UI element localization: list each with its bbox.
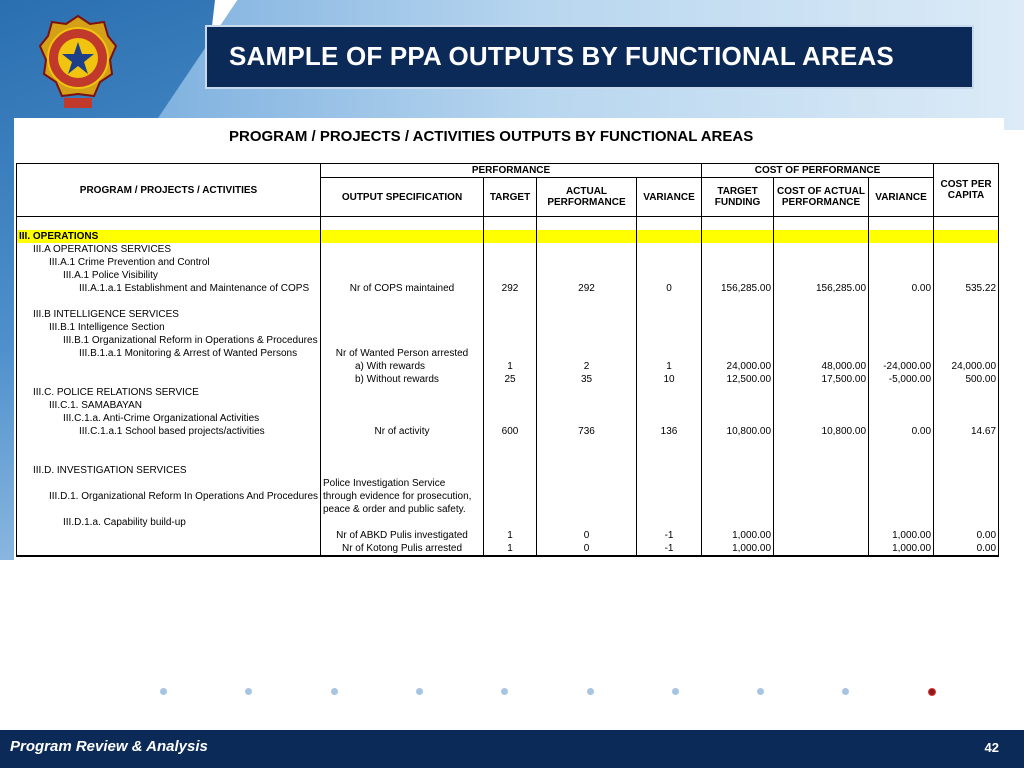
table-row [17,308,999,321]
target-cell [484,243,537,256]
cost-variance-cell: 0.00 [869,282,934,295]
cost-actual-cell: 48,000.00 [774,360,869,373]
variance-cell [637,269,702,282]
header-output-specification: OUTPUT SPECIFICATION [321,178,484,217]
target-cell [484,256,537,269]
cost-per-capita-cell [934,464,999,477]
table-row [17,477,999,516]
actual-cell: 0 [537,542,637,556]
cost-per-capita-cell [934,477,999,516]
cost-actual-cell [774,334,869,347]
cost-variance-cell [869,386,934,399]
ppa-cell [17,542,321,556]
actual-cell [537,399,637,412]
target-funding-cell [702,399,774,412]
output-spec-cell [321,217,484,231]
cost-per-capita-cell: 0.00 [934,542,999,556]
actual-cell [537,464,637,477]
target-funding-cell [702,412,774,425]
cost-actual-cell [774,542,869,556]
target-cell: 600 [484,425,537,438]
cost-variance-cell: -24,000.00 [869,360,934,373]
table-row [17,399,999,412]
output-spec-cell [321,438,484,451]
output-spec-cell: Nr of activity [321,425,484,438]
ppa-cell: III.A.1 Crime Prevention and Control [17,256,321,269]
actual-cell [537,477,637,516]
cost-variance-cell [869,477,934,516]
actual-cell [537,295,637,308]
variance-cell [637,386,702,399]
variance-cell [637,334,702,347]
actual-cell [537,386,637,399]
variance-cell [637,295,702,308]
table-row [17,386,999,399]
target-cell: 1 [484,542,537,556]
table-row [17,334,999,347]
cost-actual-cell [774,412,869,425]
table-row [17,321,999,334]
cost-per-capita-cell [934,308,999,321]
target-funding-cell [702,269,774,282]
cost-actual-cell [774,386,869,399]
variance-cell: -1 [637,529,702,542]
target-funding-cell [702,477,774,516]
target-cell [484,295,537,308]
target-funding-cell [702,295,774,308]
cost-variance-cell: 1,000.00 [869,542,934,556]
ppa-cell: III.C.1. SAMABAYAN [17,399,321,412]
target-cell [484,451,537,464]
cost-actual-cell [774,399,869,412]
cost-actual-cell [774,256,869,269]
variance-cell: -1 [637,542,702,556]
output-spec-cell [321,321,484,334]
cost-actual-cell [774,438,869,451]
ppa-cell [17,217,321,231]
cost-per-capita-cell [934,347,999,360]
actual-cell [537,347,637,360]
output-spec-cell: a) With rewards [321,360,484,373]
ppa-cell: III.A.1 Police Visibility [17,269,321,282]
actual-cell [537,230,637,243]
actual-cell [537,321,637,334]
target-funding-cell [702,321,774,334]
target-cell [484,399,537,412]
target-funding-cell [702,230,774,243]
ppa-cell [17,438,321,451]
cost-variance-cell [869,308,934,321]
cost-actual-cell [774,347,869,360]
target-cell: 1 [484,360,537,373]
variance-cell [637,230,702,243]
output-spec-cell [321,295,484,308]
output-spec-cell [321,256,484,269]
target-funding-cell [702,334,774,347]
cost-actual-cell: 17,500.00 [774,373,869,386]
cost-actual-cell [774,230,869,243]
cost-actual-cell [774,321,869,334]
target-cell [484,347,537,360]
spreadsheet-image [14,118,1004,594]
table-row [17,542,999,556]
ppa-cell: III.B INTELLIGENCE SERVICES [17,308,321,321]
page-number: 42 [984,740,999,755]
actual-cell [537,269,637,282]
cost-variance-cell [869,438,934,451]
variance-cell: 10 [637,373,702,386]
cost-variance-cell [869,412,934,425]
header-variance-cost: VARIANCE [869,178,934,217]
actual-cell [537,256,637,269]
ppa-cell: III.C.1.a.1 School based projects/activities [17,425,321,438]
table-row [17,451,999,464]
cost-per-capita-cell [934,217,999,231]
cost-actual-cell [774,295,869,308]
actual-cell [537,334,637,347]
ppa-cell [17,451,321,464]
ppa-cell: III. OPERATIONS [17,230,321,243]
slide-title: SAMPLE OF PPA OUTPUTS BY FUNCTIONAL AREAS [229,41,894,71]
cost-variance-cell [869,334,934,347]
ppa-cell: III.C.1.a. Anti-Crime Organizational Activities [17,412,321,425]
cost-per-capita-cell [934,243,999,256]
output-spec-cell [321,516,484,529]
variance-cell [637,438,702,451]
slide-dot[interactable] [842,688,849,695]
output-spec-cell: b) Without rewards [321,373,484,386]
footer-bar [0,730,1024,768]
header-cost-of-actual-performance: COST OF ACTUAL PERFORMANCE [774,178,869,217]
target-funding-cell: 1,000.00 [702,529,774,542]
ppa-cell [17,529,321,542]
variance-cell [637,464,702,477]
sheet-title: PROGRAM / PROJECTS / ACTIVITIES OUTPUTS BY FUNCTIONAL AREAS [229,128,754,145]
target-funding-cell [702,386,774,399]
cost-variance-cell [869,516,934,529]
slide-dot[interactable] [672,688,679,695]
actual-cell: 2 [537,360,637,373]
cost-per-capita-cell [934,256,999,269]
cost-per-capita-cell: 535.22 [934,282,999,295]
variance-cell [637,399,702,412]
table-row [17,282,999,295]
table-row [17,412,999,425]
cost-actual-cell [774,477,869,516]
ppa-cell: III.D.1.a. Capability build-up [17,516,321,529]
cost-actual-cell [774,516,869,529]
cost-actual-cell [774,451,869,464]
target-funding-cell [702,438,774,451]
output-spec-cell [321,412,484,425]
target-cell [484,269,537,282]
table-row [17,347,999,360]
target-cell [484,321,537,334]
target-funding-cell: 10,800.00 [702,425,774,438]
target-cell [484,230,537,243]
cost-actual-cell: 156,285.00 [774,282,869,295]
table-row [17,529,999,542]
actual-cell [537,217,637,231]
output-spec-cell [321,451,484,464]
table-body [17,217,999,557]
actual-cell: 35 [537,373,637,386]
slide-dot[interactable] [245,688,252,695]
output-spec-cell [321,308,484,321]
output-spec-cell [321,230,484,243]
cost-variance-cell: -5,000.00 [869,373,934,386]
target-funding-cell [702,243,774,256]
target-cell [484,438,537,451]
cost-actual-cell [774,529,869,542]
cost-per-capita-cell [934,230,999,243]
variance-cell [637,217,702,231]
variance-cell [637,477,702,516]
cost-per-capita-cell: 0.00 [934,529,999,542]
output-spec-cell [321,243,484,256]
variance-cell: 0 [637,282,702,295]
ppa-cell: III.D.1. Organizational Reform In Operations And Procedures [17,477,321,516]
output-spec-cell: Nr of COPS maintained [321,282,484,295]
cost-variance-cell [869,321,934,334]
target-funding-cell [702,516,774,529]
actual-cell [537,451,637,464]
target-funding-cell: 1,000.00 [702,542,774,556]
target-cell [484,386,537,399]
cost-variance-cell [869,269,934,282]
output-spec-cell [321,334,484,347]
output-spec-cell: Nr of Kotong Pulis arrested [321,542,484,556]
variance-cell: 1 [637,360,702,373]
cost-variance-cell [869,464,934,477]
table-row [17,425,999,438]
ppa-cell: III.B.1.a.1 Monitoring & Arrest of Wanted Persons [17,347,321,360]
cost-per-capita-cell [934,412,999,425]
output-spec-cell: Police Investigation Service through evidence for prosecution, peace & order and public safety. [321,477,484,516]
cost-actual-cell: 10,800.00 [774,425,869,438]
cost-per-capita-cell [934,399,999,412]
variance-cell [637,321,702,334]
cost-variance-cell [869,347,934,360]
cost-per-capita-cell [934,321,999,334]
target-cell [484,464,537,477]
table-row [17,295,999,308]
actual-cell [537,243,637,256]
ppa-cell: III.B.1 Organizational Reform in Operations & Procedures [17,334,321,347]
target-cell [484,334,537,347]
slide-dot[interactable] [416,688,423,695]
table-row [17,230,999,243]
pnp-logo [38,14,118,114]
cost-variance-cell [869,217,934,231]
target-cell [484,308,537,321]
target-funding-cell [702,308,774,321]
target-funding-cell: 156,285.00 [702,282,774,295]
target-funding-cell: 12,500.00 [702,373,774,386]
ppa-cell: III.D. INVESTIGATION SERVICES [17,464,321,477]
ppa-cell [17,373,321,386]
cost-actual-cell [774,308,869,321]
target-cell: 292 [484,282,537,295]
variance-cell [637,256,702,269]
slide-dot[interactable] [757,688,764,695]
actual-cell: 0 [537,529,637,542]
output-spec-cell [321,464,484,477]
target-cell: 1 [484,529,537,542]
cost-per-capita-cell: 24,000.00 [934,360,999,373]
table-row [17,243,999,256]
variance-cell [637,347,702,360]
output-spec-cell: Nr of ABKD Pulis investigated [321,529,484,542]
header-cost-of-performance: COST OF PERFORMANCE [702,164,934,178]
cost-per-capita-cell [934,334,999,347]
cost-variance-cell [869,399,934,412]
header-variance: VARIANCE [637,178,702,217]
table-row [17,269,999,282]
table-row [17,464,999,477]
ppa-cell: III.B.1 Intelligence Section [17,321,321,334]
slide-dot[interactable] [160,688,167,695]
cost-variance-cell: 0.00 [869,425,934,438]
target-funding-cell [702,464,774,477]
target-funding-cell [702,347,774,360]
header-ppa: PROGRAM / PROJECTS / ACTIVITIES [17,164,321,217]
target-funding-cell: 24,000.00 [702,360,774,373]
actual-cell [537,308,637,321]
title-bar [205,25,974,89]
slide-nav-dots [160,688,940,698]
variance-cell [637,412,702,425]
cost-variance-cell: 1,000.00 [869,529,934,542]
target-funding-cell [702,217,774,231]
header-performance: PERFORMANCE [321,164,702,178]
cost-actual-cell [774,243,869,256]
slide-dot[interactable] [501,688,508,695]
cost-per-capita-cell [934,269,999,282]
ppa-cell: III.C. POLICE RELATIONS SERVICE [17,386,321,399]
output-spec-cell: Nr of Wanted Person arrested [321,347,484,360]
cost-actual-cell [774,464,869,477]
target-funding-cell [702,451,774,464]
target-cell [484,217,537,231]
slide-dot[interactable] [331,688,338,695]
cost-per-capita-cell [934,386,999,399]
ppa-cell [17,295,321,308]
table-row [17,256,999,269]
actual-cell [537,516,637,529]
cost-actual-cell [774,217,869,231]
variance-cell [637,451,702,464]
ppa-cell [17,360,321,373]
ppa-cell: III.A OPERATIONS SERVICES [17,243,321,256]
ppa-cell: III.A.1.a.1 Establishment and Maintenance of COPS [17,282,321,295]
footer-title: Program Review & Analysis [10,738,208,755]
output-spec-cell [321,269,484,282]
target-cell: 25 [484,373,537,386]
header-actual-performance: ACTUAL PERFORMANCE [537,178,637,217]
slide-dot[interactable] [587,688,594,695]
actual-cell [537,438,637,451]
target-cell [484,412,537,425]
actual-cell: 292 [537,282,637,295]
actual-cell: 736 [537,425,637,438]
cost-variance-cell [869,230,934,243]
cost-variance-cell [869,295,934,308]
target-cell [484,477,537,516]
table-row [17,438,999,451]
header-target-funding: TARGET FUNDING [702,178,774,217]
ppa-table [16,163,999,557]
cost-actual-cell [774,269,869,282]
variance-cell [637,243,702,256]
cost-per-capita-cell [934,451,999,464]
target-cell [484,516,537,529]
cost-variance-cell [869,256,934,269]
table-row [17,360,999,373]
variance-cell [637,516,702,529]
cost-per-capita-cell [934,438,999,451]
target-funding-cell [702,256,774,269]
table-row [17,217,999,231]
cost-per-capita-cell: 500.00 [934,373,999,386]
cost-variance-cell [869,243,934,256]
actual-cell [537,412,637,425]
cost-variance-cell [869,451,934,464]
header-cost-per-capita: COST PER CAPITA [934,164,999,217]
table-row [17,516,999,529]
output-spec-cell [321,399,484,412]
cost-per-capita-cell [934,295,999,308]
cost-per-capita-cell [934,516,999,529]
table-row [17,373,999,386]
output-spec-cell [321,386,484,399]
cost-per-capita-cell: 14.67 [934,425,999,438]
header-target: TARGET [484,178,537,217]
slide-dot[interactable] [928,688,936,696]
variance-cell: 136 [637,425,702,438]
variance-cell [637,308,702,321]
